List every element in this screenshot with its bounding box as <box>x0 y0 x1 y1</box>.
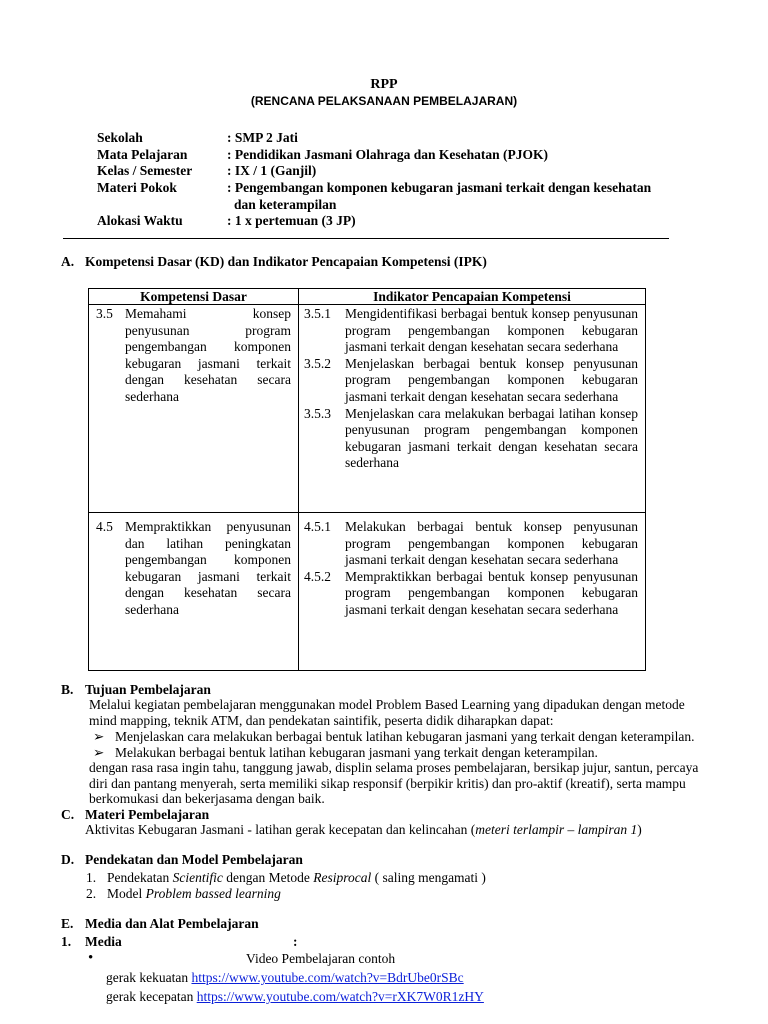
approach-item-number: 1. <box>86 870 97 885</box>
kd-text: Mempraktikkan penyusunan dan latihan peningkatan pengembangan komponen kebugaran jasmani terkait dengan kesehatan secara sederhana <box>125 519 291 617</box>
identity-label-school: Sekolah <box>97 130 143 145</box>
section-e-heading <box>61 916 259 932</box>
ipk-number: 3.5.2 <box>304 355 331 371</box>
ipk-text: Mengidentifikasi berbagai bentuk konsep penyusunan program pengembangan komponen kebugaran jasmani terkait dengan kesehatan secara sederhana <box>345 306 638 355</box>
ipk-text: Menjelaskan berbagai bentuk konsep penyusunan program pengembangan komponen kebugaran jasmani terkait dengan kesehatan secara sederhana <box>345 355 638 404</box>
material-text-close: ) <box>637 822 642 837</box>
media-number: 1. <box>61 934 72 949</box>
objective-closing-line1: dengan rasa rasa ingin tahu, tanggung jawab, displin selama proses pembelajaran, bersikap jujur, santun, percaya <box>89 760 699 775</box>
kd-text: Memahami konsep penyusunan program pengembangan komponen kebugaran jasmani terkait dengan kesehatan secara sederhana <box>125 306 291 404</box>
ipk-text: Melakukan berbagai bentuk konsep penyusunan program pengembangan komponen kebugaran jasmani terkait dengan kesehatan secara sederhana <box>345 519 638 568</box>
video-link-row <box>106 989 484 1005</box>
ipk-item <box>304 356 638 406</box>
approach-item-text: Pendekatan <box>107 870 173 885</box>
kd-number: 3.5 <box>96 306 113 321</box>
ipk-cell <box>299 305 646 513</box>
ipk-number: 3.5.3 <box>304 405 331 421</box>
media-title: Media <box>85 934 122 949</box>
ipk-item <box>304 569 638 619</box>
kd-number: 4.5 <box>96 519 113 534</box>
section-b-title: Tujuan Pembelajaran <box>85 682 211 697</box>
approach-item-italic: Problem bassed learning <box>145 886 281 901</box>
kd-cell <box>89 305 299 513</box>
video-link-speed[interactable]: https://www.youtube.com/watch?v=rXK7W0R1zHY <box>196 989 484 1004</box>
kd-item <box>96 306 291 406</box>
approach-item <box>86 870 486 886</box>
kd-cell <box>89 513 299 671</box>
competency-table <box>88 288 646 671</box>
section-c-heading <box>61 807 209 823</box>
objective-bullet <box>93 745 598 761</box>
ipk-cell <box>299 513 646 671</box>
approach-item <box>86 886 281 902</box>
identity-label-time: Alokasi Waktu <box>97 213 183 228</box>
ipk-item <box>304 519 638 569</box>
video-link-strength[interactable]: https://www.youtube.com/watch?v=BdrUbe0rSBc <box>191 970 464 985</box>
arrow-bullet-icon: ➢ <box>93 729 105 744</box>
section-e-title: Media dan Alat Pembelajaran <box>85 916 259 931</box>
section-c-title: Materi Pembelajaran <box>85 807 210 822</box>
approach-item-text: ( saling mengamati ) <box>371 870 486 885</box>
ipk-number: 3.5.1 <box>304 306 331 321</box>
objective-bullet-text: Melakukan berbagai bentuk latihan kebugaran jasmani yang terkait dengan keterampilan. <box>115 745 598 760</box>
approach-item-italic: Resiprocal <box>313 870 372 885</box>
identity-value-school: : SMP 2 Jati <box>227 130 298 145</box>
ipk-item <box>304 306 638 356</box>
material-text-plain: Aktivitas Kebugaran Jasmani - latihan gerak kecepatan dan kelincahan ( <box>85 822 476 837</box>
section-d-title: Pendekatan dan Model Pembelajaran <box>85 852 303 867</box>
section-a-heading <box>61 254 487 270</box>
approach-item-italic: Scientific <box>172 870 223 885</box>
section-b-heading <box>61 682 211 698</box>
objective-bullet <box>93 729 695 745</box>
section-e-number: E. <box>61 916 74 931</box>
section-c-number: C. <box>61 807 75 822</box>
ipk-item <box>304 406 638 472</box>
media-colon: : <box>293 934 298 949</box>
identity-label-topic: Materi Pokok <box>97 180 177 195</box>
table-header-ipk: Indikator Pencapaian Kompetensi <box>299 289 646 305</box>
bullet-icon: • <box>88 950 94 966</box>
kd-item <box>96 519 291 619</box>
ipk-number: 4.5.2 <box>304 568 331 584</box>
video-link-label: gerak kekuatan <box>106 970 192 985</box>
header-divider <box>63 238 669 239</box>
video-link-row <box>106 970 464 986</box>
section-d-heading <box>61 852 303 868</box>
document-title: RPP <box>370 77 398 92</box>
video-title: Video Pembelajaran contoh <box>246 951 396 966</box>
media-subheading <box>61 934 122 950</box>
section-d-number: D. <box>61 852 75 867</box>
identity-value-time: : 1 x pertemuan (3 JP) <box>227 213 356 228</box>
objective-closing-line3: berkomukasi dan bekerjasama dengan baik. <box>89 791 325 806</box>
ipk-number: 4.5.1 <box>304 519 331 534</box>
arrow-bullet-icon: ➢ <box>93 745 105 760</box>
ipk-text: Menjelaskan cara melakukan berbagai latihan konsep penyusunan program pengembangan komponen kebugaran jasmani terkait dengan kesehatan secara sederhana <box>345 405 638 471</box>
objective-closing-line2: diri dan pantang menyerah, serta memiliki sikap responsif (berpikir kritis) dan pro-aktif (kreatif), serta mampu <box>89 776 686 791</box>
identity-value-topic-cont: dan keterampilan <box>234 197 337 212</box>
table-header-kd: Kompetensi Dasar <box>89 289 299 305</box>
identity-label-class: Kelas / Semester <box>97 163 193 178</box>
section-a-number: A. <box>61 254 75 269</box>
approach-item-text: dengan Metode <box>222 870 314 885</box>
objective-bullet-text: Menjelaskan cara melakukan berbagai bentuk latihan kebugaran jasmani yang terkait dengan keterampilan. <box>115 729 695 744</box>
material-text-italic: meteri terlampir – lampiran 1 <box>475 822 638 837</box>
objective-intro-line1: Melalui kegiatan pembelajaran menggunakan model Problem Based Learning yang dipadukan dengan metode <box>89 697 685 712</box>
ipk-text: Mempraktikkan berbagai bentuk konsep penyusunan program pengembangan komponen kebugaran jasmani terkait dengan kesehatan secara sederhana <box>345 568 638 617</box>
material-text <box>85 822 642 838</box>
approach-item-number: 2. <box>86 886 97 901</box>
identity-value-topic: : Pengembangan komponen kebugaran jasmani terkait dengan kesehatan <box>227 180 652 195</box>
identity-label-subject: Mata Pelajaran <box>97 147 188 162</box>
objective-intro-line2: mind mapping, teknik ATM, dan pendekatan saintifik, peserta didik diharapkan dapat: <box>89 713 554 728</box>
section-a-title: Kompetensi Dasar (KD) dan Indikator Pencapaian Kompetensi (IPK) <box>85 254 487 269</box>
identity-value-subject: : Pendidikan Jasmani Olahraga dan Kesehatan (PJOK) <box>227 147 549 162</box>
table-row <box>89 513 646 671</box>
table-row <box>89 305 646 513</box>
identity-value-class: : IX / 1 (Ganjil) <box>227 163 317 178</box>
document-subtitle: (RENCANA PELAKSANAAN PEMBELAJARAN) <box>250 94 518 108</box>
section-b-number: B. <box>61 682 74 697</box>
approach-item-text: Model <box>107 886 146 901</box>
video-link-label: gerak kecepatan <box>106 989 197 1004</box>
